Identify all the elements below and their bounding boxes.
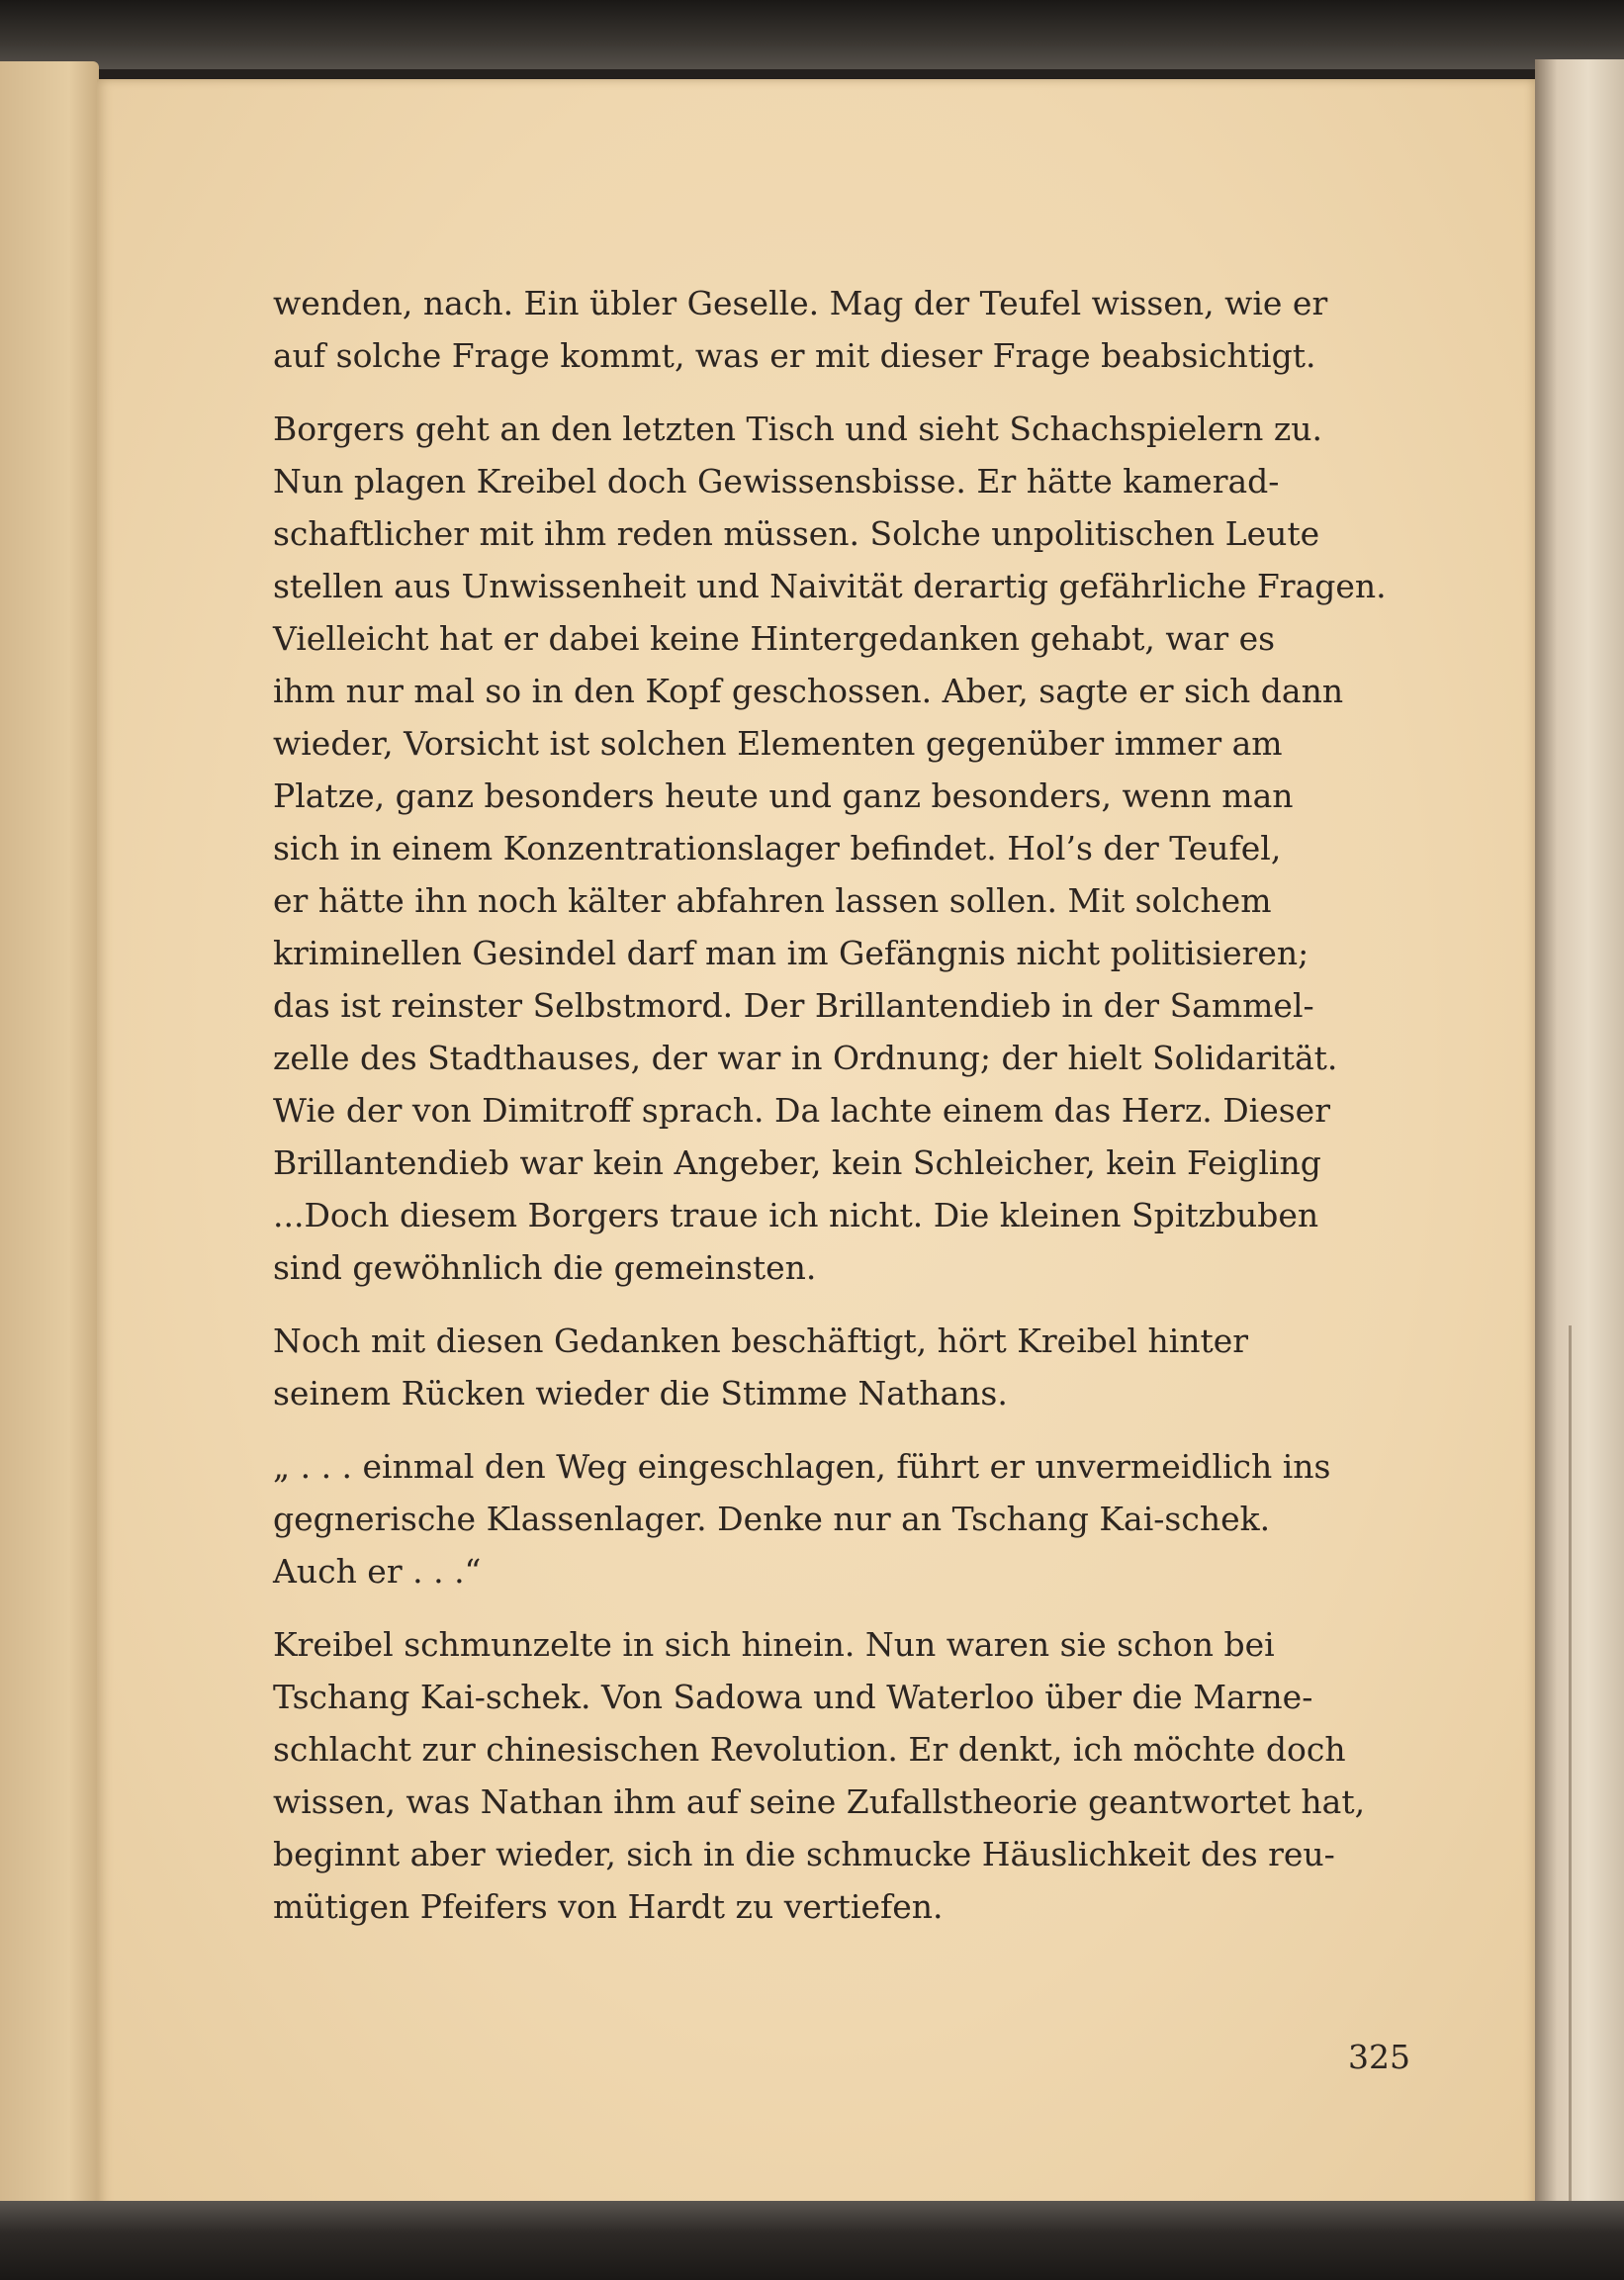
- text-line: das ist reinster Selbstmord. Der Brillantendieb in der Sammel-: [273, 986, 1314, 1025]
- text-line: Vielleicht hat er dabei keine Hintergedanken gehabt, war es: [273, 619, 1276, 658]
- text-line: Nun plagen Kreibel doch Gewissensbisse. Er hätte kamerad-: [273, 462, 1280, 501]
- facing-page-edge: [0, 61, 99, 2218]
- paragraph: [273, 1440, 1412, 1597]
- text-line: Platze, ganz besonders heute und ganz besonders, wenn man: [273, 776, 1294, 815]
- text-line: schlacht zur chinesischen Revolution. Er denkt, ich möchte doch: [273, 1730, 1346, 1769]
- cover-edge-mark: [1569, 1325, 1572, 2216]
- text-line: wissen, was Nathan ihm auf seine Zufallstheorie geantwortet hat,: [273, 1782, 1366, 1821]
- text-line: er hätte ihn noch kälter abfahren lassen sollen. Mit solchem: [273, 881, 1272, 920]
- text-line: wieder, Vorsicht ist solchen Elementen gegenüber immer am: [273, 724, 1283, 763]
- text-line: mütigen Pfeifers von Hardt zu vertiefen.: [273, 1887, 944, 1926]
- paragraph: [273, 277, 1412, 382]
- text-line: gegnerische Klassenlager. Denke nur an Tschang Kai-schek.: [273, 1500, 1271, 1538]
- text-line: kriminellen Gesindel darf man im Gefängnis nicht politisieren;: [273, 934, 1309, 972]
- scanner-background-top: [0, 0, 1624, 69]
- page-number: 325: [1348, 2038, 1410, 2076]
- text-line: auf solche Frage kommt, was er mit dieser Frage beabsichtigt.: [273, 336, 1316, 375]
- text-line: Borgers geht an den letzten Tisch und sieht Schachspielern zu.: [273, 410, 1322, 448]
- text-line: „ . . . einmal den Weg eingeschlagen, führt er unvermeidlich ins: [273, 1447, 1331, 1486]
- text-line: beginnt aber wieder, sich in die schmucke Häuslichkeit des reu-: [273, 1835, 1335, 1873]
- text-line: Brillantendieb war kein Angeber, kein Schleicher, kein Feigling: [273, 1143, 1321, 1182]
- book-page: [97, 79, 1535, 2216]
- paragraph: [273, 1315, 1412, 1419]
- text-line: Auch er . . .“: [273, 1552, 482, 1591]
- text-line: Wie der von Dimitroff sprach. Da lachte einem das Herz. Dieser: [273, 1091, 1330, 1130]
- text-line: Tschang Kai-schek. Von Sadowa und Waterloo über die Marne-: [273, 1678, 1313, 1716]
- text-line: wenden, nach. Ein übler Geselle. Mag der Teufel wissen, wie er: [273, 284, 1328, 322]
- text-line: seinem Rücken wieder die Stimme Nathans.: [273, 1374, 1008, 1413]
- paragraph: [273, 403, 1412, 1294]
- text-line: Noch mit diesen Gedanken beschäftigt, hört Kreibel hinter: [273, 1322, 1249, 1360]
- text-line: sind gewöhnlich die gemeinsten.: [273, 1248, 817, 1287]
- book-cover-edge: [1535, 59, 1624, 2226]
- text-line: sich in einem Konzentrationslager befindet. Hol’s der Teufel,: [273, 829, 1282, 867]
- text-line: Kreibel schmunzelte in sich hinein. Nun waren sie schon bei: [273, 1625, 1275, 1664]
- text-line: schaftlicher mit ihm reden müssen. Solche unpolitischen Leute: [273, 514, 1320, 553]
- text-line: ...Doch diesem Borgers traue ich nicht. Die kleinen Spitzbuben: [273, 1196, 1319, 1234]
- scanner-background-bottom: [0, 2201, 1624, 2280]
- text-line: zelle des Stadthauses, der war in Ordnung; der hielt Solidarität.: [273, 1039, 1338, 1077]
- text-line: stellen aus Unwissenheit und Naivität derartig gefährliche Fragen.: [273, 567, 1387, 605]
- paragraph: [273, 1618, 1412, 1933]
- text-line: ihm nur mal so in den Kopf geschossen. Aber, sagte er sich dann: [273, 672, 1344, 710]
- page-body-text: [273, 277, 1412, 1954]
